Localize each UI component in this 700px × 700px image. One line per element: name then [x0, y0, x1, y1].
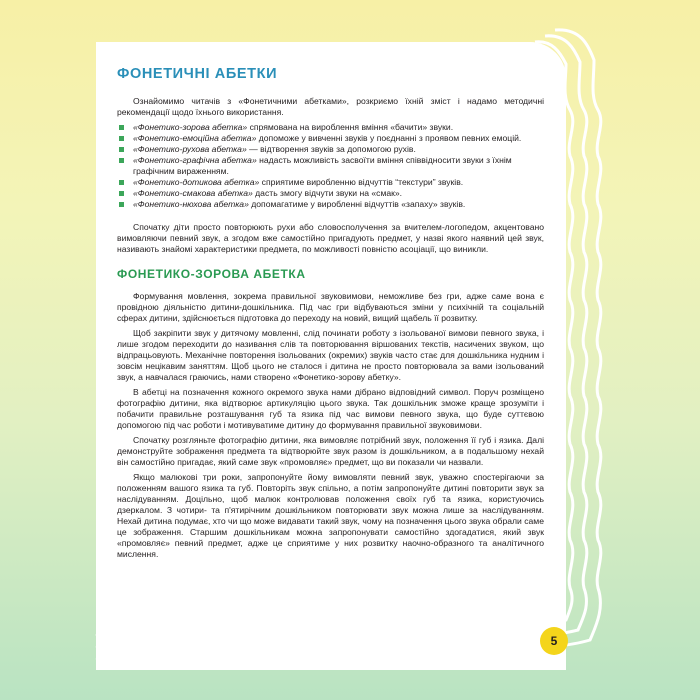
- square-bullet-icon: [119, 191, 124, 196]
- page-content: [117, 60, 544, 564]
- section-title-visual-alphabet: ФОНЕТИКО-ЗОРОВА АБЕТКА: [117, 267, 306, 281]
- list-item: «Фонетико-рухова абетка» — відтворення звуків за допомогою рухів.: [117, 144, 544, 155]
- square-bullet-icon: [119, 202, 124, 207]
- list-item: «Фонетико-емоційна абетка» допоможе у вивченні звуків у поєднанні з проявом певних емоцій.: [117, 133, 544, 144]
- body-paragraph: Якщо малюкові три роки, запропонуйте йому вимовляти певний звук, уважно спостерігаючи за положенням вашого язика та губ. Повторіть звук спільно, а потім запропонуйте дитині повторити звук за наслідуванням. Доцільно, щоб малюк контролював положення своїх губ та язика, користуючись дзеркалом. З чотири- та п'ятирічним дошкільником повторювати звук можна лише за наслідуванням. Нехай дитина подумає, хто чи що може видавати такий звук, чому на позначення цього звука обрали саме це зображення. Старшим дошкільникам можна запропонувати самостійно здогадатися, який звук «промовляє» певний предмет, адже це сприятиме у них розвитку наочно-образного та аналітичного мислення.: [117, 472, 544, 559]
- alphabet-list: [117, 122, 544, 210]
- square-bullet-icon: [119, 125, 124, 130]
- list-item: «Фонетико-графічна абетка» надасть можливість засвоїти вміння співвідносити звуки з їхнім графічним вираженням.: [117, 155, 544, 177]
- body-paragraph: Формування мовлення, зокрема правильної звуковимови, неможливе без гри, адже саме вона є провідною діяльністю дитини-дошкільника. Під час гри відбуваються зміни у психічній та соціальній сферах дитини, здійснюється підготовка до переходу на новий, вищий щабель її розвитку.: [117, 291, 544, 323]
- square-bullet-icon: [119, 180, 124, 185]
- square-bullet-icon: [119, 136, 124, 141]
- list-item: «Фонетико-смакова абетка» дасть змогу відчути звуки на «смак».: [117, 188, 544, 199]
- body-paragraph: Спочатку розгляньте фотографію дитини, яка вимовляє потрібний звук, положення її губ і язика. Далі демонструйте зображення предмета та відтворюйте звук разом із дошкільником, а в подальшому нехай він самостійно пригадає, який саме звук «промовляє» предмет, що ви показали чи назвали.: [117, 435, 544, 467]
- list-item: «Фонетико-зорова абетка» спрямована на вироблення вміння «бачити» звуки.: [117, 122, 544, 133]
- outro-paragraph: Спочатку діти просто повторюють рухи або словосполучення за вчителем-логопедом, акцентовано вимовляючи певний звук, а згодом вже самостійно пригадують предмет, у назві якого наявний цей звук, називають знайомі характеристики предмета, по можливості повністю асоціації, що виникли.: [117, 222, 544, 254]
- body-paragraph: В абетці на позначення кожного окремого звука нами дібрано відповідний символ. Поруч розміщено фотографію дитини, яка відтворює артикуляцію цього звука. Так дошкільник зможе краще зрозуміти і побачити правильне розташування губ та язика під час вимови певного звука, що буде суттєвою допомогою під час роботи і мотивуватиме дитину до формування правильної звуковимови.: [117, 387, 544, 430]
- body-paragraph: Щоб закріпити звук у дитячому мовленні, слід починати роботу з ізольованої вимови певного звука, і лише згодом переходити до називання слів та повторювання віршованих текстів, насичених звуком, що відпрацьовують. Механічне повторення ізольованих (окремих) звуків часто стає для дошкільника нудним і зовсім нецікавим заняттям. Щоб цього не сталося і дитина не просто повторювала за вами ізольований звук, а навчалася граючись, нами створено «Фонетико-зорову абетку».: [117, 328, 544, 382]
- intro-paragraph: Ознайомимо читачів з «Фонетичними абетками», розкриємо їхній зміст і надамо методичні рекомендації щодо їхнього використання.: [117, 96, 544, 117]
- square-bullet-icon: [119, 158, 124, 163]
- section-title-phonetic-alphabets: ФОНЕТИЧНІ АБЕТКИ: [117, 66, 278, 82]
- list-item: «Фонетико-нюхова абетка» допомагатиме у виробленні відчуттів «запаху» звуків.: [117, 199, 544, 210]
- page-number: 5: [540, 627, 568, 655]
- list-item: «Фонетико-дотикова абетка» сприятиме виробленню відчуттів “текстури” звуків.: [117, 177, 544, 188]
- square-bullet-icon: [119, 147, 124, 152]
